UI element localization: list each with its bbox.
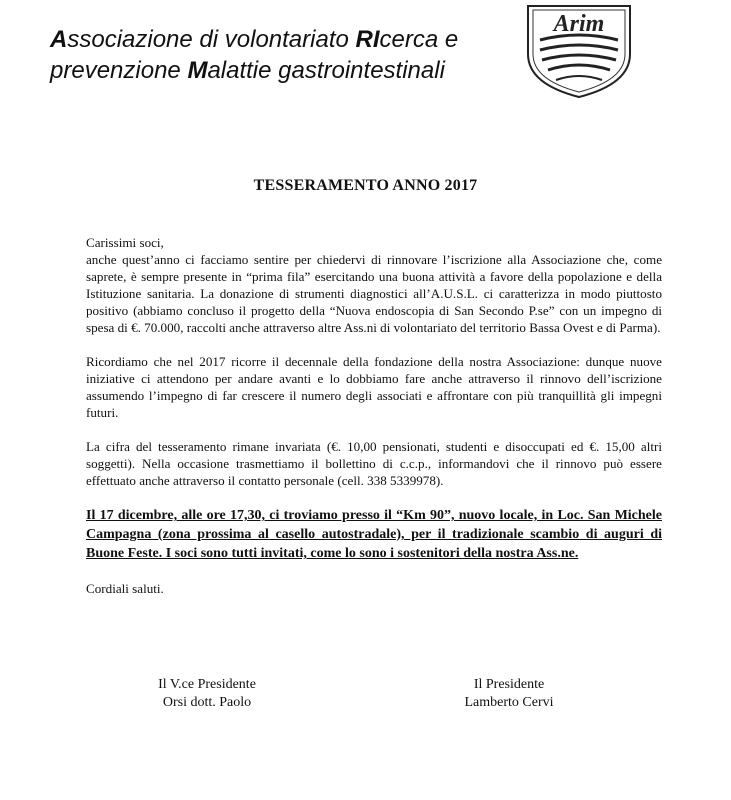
header-text-1a: ssociazione di volontariato	[67, 26, 356, 53]
logo-text: Arim	[553, 11, 605, 37]
header-initial-ri: RI	[355, 26, 380, 53]
spacer	[86, 563, 662, 580]
spacer	[86, 421, 662, 438]
signature-vice-president	[146, 676, 268, 712]
signature-name: Lamberto Cervi	[464, 695, 554, 710]
paragraph-fee: La cifra del tesseramento rimane invariata (€. 10,00 pensionati, studenti e disoccupati ed €. 15,00 altri soggetti). Nella occasione trasmettiamo il bollettino di c.c.p., informandovi che il rinnovo può essere effettuato anche attraverso il contatto personale (cell. 338 5339978).	[86, 439, 662, 488]
signature-president	[452, 676, 566, 712]
document-title: TESSERAMENTO ANNO 2017	[253, 177, 478, 194]
header-text-1b: cerca e	[379, 26, 459, 53]
closing: Cordiali saluti.	[86, 581, 164, 596]
spacer	[86, 489, 662, 506]
association-header	[50, 24, 458, 86]
greeting: Carissimi soci,	[86, 235, 164, 250]
paragraph-event-announcement: Il 17 dicembre, alle ore 17,30, ci troviamo presso il “Km 90”, nuovo locale, in Loc. San Michele Campagna (zona prossima al casello autostradale), per il tradizionale scambio di auguri di Buone Feste. I soci sono tutti invitati, come lo sono i sostenitori della nostra Ass.ne.	[86, 508, 662, 561]
header-initial-a: A	[50, 26, 68, 53]
paragraph-anniversary: Ricordiamo che nel 2017 ricorre il decennale della fondazione della nostra Associazione: dunque nuove iniziative ci attendono per andare avanti e lo dobbiamo fare anche attraverso il rinnovo dell’iscrizione assumendo l’impegno di far crescere il numero degli associati e affrontare con più tranquillità gli impegni futuri.	[86, 354, 662, 420]
signature-role: Il V.ce Presidente	[158, 677, 256, 692]
association-logo	[520, 0, 638, 100]
header-line-2	[50, 55, 458, 86]
spacer	[86, 336, 662, 353]
signature-name: Orsi dott. Paolo	[162, 695, 252, 710]
letter-body	[86, 234, 662, 597]
header-text-2a: prevenzione	[50, 57, 188, 84]
signature-role: Il Presidente	[473, 677, 545, 692]
header-text-2b: alattie gastrointestinali	[207, 57, 445, 84]
header-initial-m: M	[187, 57, 208, 84]
paragraph-membership: anche quest’anno ci facciamo sentire per chiedervi di rinnovare l’iscrizione alla Associazione che, come saprete, è sempre presente in “prima fila” esercitando una buona attività a favore della popolazione e della Istituzione sanitaria. La donazione di strumenti diagnostici all’A.U.S.L. ci caratterizza in modo piuttosto positivo (abbiamo concluso il progetto della “Nuova endoscopia di San Secondo P.se” con un impegno di spesa di €. 70.000, raccolti anche attraverso altre Ass.ni di volontariato del territorio Bassa Ovest e di Parma).	[86, 252, 662, 335]
header-line-1	[50, 24, 458, 55]
